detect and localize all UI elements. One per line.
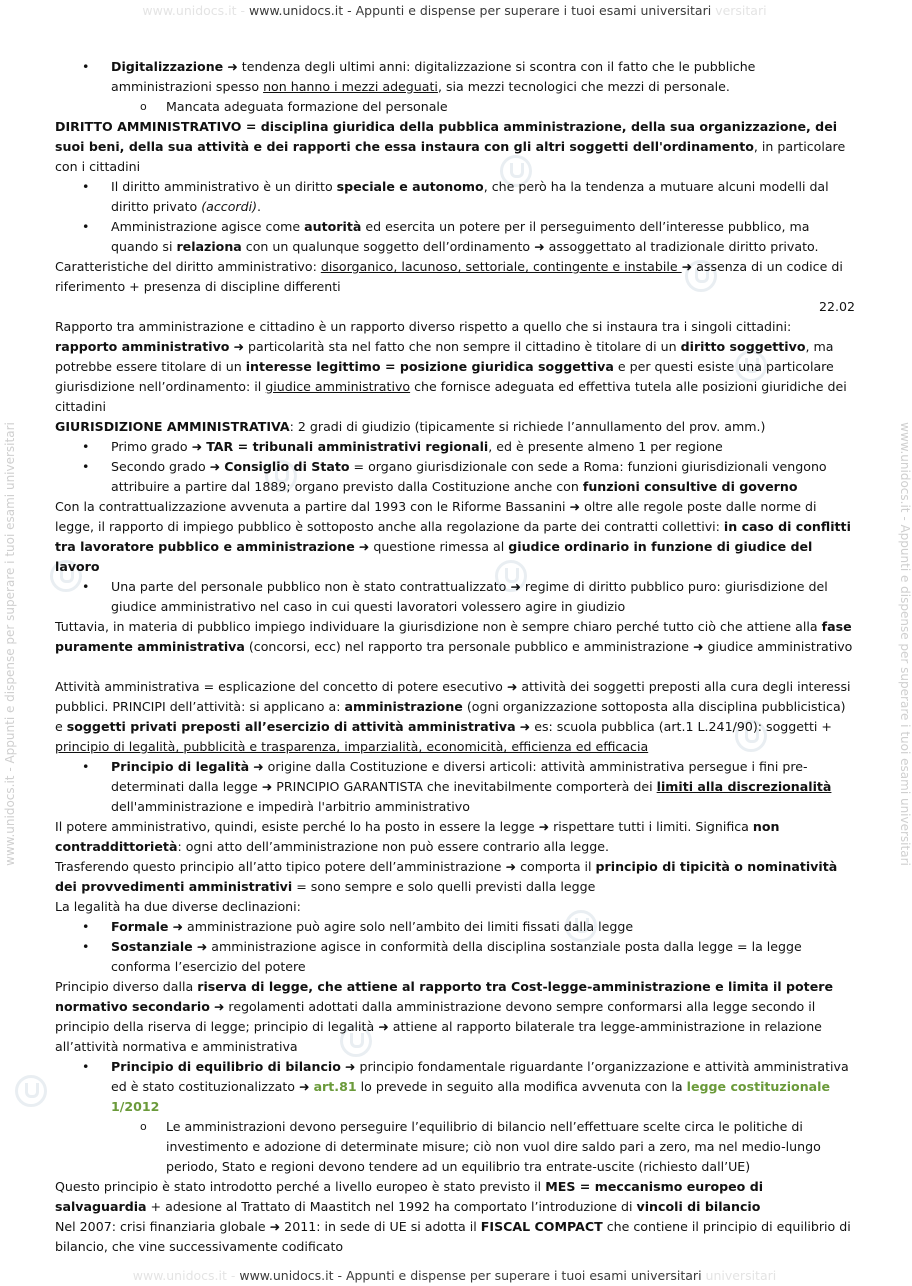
bullet-item: • Sostanziale ➜ amministrazione agisce in conformità della disciplina sostanziale posta dalla legge = la legge conforma l’esercizio del potere [55, 937, 855, 977]
bullet-item: • Formale ➜ amministrazione può agire solo nell’ambito dei limiti fissati dalla legge [55, 917, 855, 937]
footer-faint-left: www.unidocs.it - [132, 1268, 236, 1283]
footer-faint-right: universitari [705, 1268, 777, 1283]
paragraph: Il potere amministrativo, quindi, esiste perché lo ha posto in essere la legge ➜ rispettare tutti i limiti. Significa non contraddittorietà: ogni atto dell’amministrazione non può essere contrario alla legge. [55, 819, 780, 854]
paragraph: Questo principio è stato introdotto perché a livello europeo è stato previsto il MES = meccanismo europeo di salvaguardia + adesione al Trattato di Maastitch nel 1992 ha comportato l’introduzione di vincoli di bilancio [55, 1179, 764, 1214]
paragraph: Tuttavia, in materia di pubblico impiego individuare la giurisdizione non è sempre chiaro perché tutto ciò che attiene alla fase puramente amministrativa (concorsi, ecc) nel rapporto tra personale pubblico e amministrazione ➜ giudice amministrativo [55, 619, 853, 654]
bullet-item: • Secondo grado ➜ Consiglio di Stato = organo giurisdizionale con sede a Roma: funzioni giurisdizionali vengono attribuire a partire dal 1889; organo previsto dalla Costituzione anche con funzioni consultive di governo [55, 457, 855, 497]
header-faint-left: www.unidocs.it - [142, 3, 246, 18]
bullet-item: • Principio di equilibrio di bilancio ➜ principio fondamentale riguardante l’organizzazione e attività amministrativa ed è stato costituzionalizzato ➜ art.81 lo prevede in seguito alla modifica avvenuta con la legge costituzionale 1/2012 [55, 1057, 855, 1117]
paragraph: Rapporto tra amministrazione e cittadino è un rapporto diverso rispetto a quello che si instaura tra i singoli cittadini: rapporto amministrativo ➜ particolarità sta nel fatto che non sempre il cittadino è titolare di un diritto soggettivo, ma potrebbe essere titolare di un interesse legittimo = posizione giuridica soggettiva e per questi esiste una particolare giurisdizione nell’ordinamento: il giudice amministrativo che fornisce adeguata ed effettiva tutela alle posizioni giuridiche dei cittadini [55, 319, 847, 414]
bullet-item: • Primo grado ➜ TAR = tribunali amministrativi regionali, ed è presente almeno 1 per regione [55, 437, 855, 457]
paragraph: Con la contrattualizzazione avvenuta a partire dal 1993 con le Riforme Bassanini ➜ oltre alle regole poste dalle norme di legge, il rapporto di impiego pubblico è sottoposto anche alla regolazione da parte dei contratti collettivi: in caso di conflitti tra lavoratore pubblico e amministrazione ➜ questione rimessa al giudice ordinario in funzione di giudice del lavoro [55, 499, 851, 574]
sub-bullet-item: o Mancata adeguata formazione del personale [55, 97, 855, 117]
paragraph: Principio diverso dalla riserva di legge, che attiene al rapporto tra Cost-legge-amministrazione e limita il potere normativo secondario ➜ regolamenti adottati dalla amministrazione devono sempre conformarsi alla legge secondo il principio della riserva di legge; principio di legalità ➜ attiene al rapporto bilaterale tra legge-amministrazione in relazione all’attività normativa e amministrativa [55, 979, 833, 1054]
side-watermark-left: www.unidocs.it - Appunti e dispense per superare i tuoi esami universitari [3, 422, 17, 866]
paragraph: GIURISDIZIONE AMMINISTRATIVA: 2 gradi di giudizio (tipicamente si richiede l’annullamento del prov. amm.) [55, 419, 766, 434]
unidocs-logo-watermark [15, 1075, 47, 1107]
bullet-item: • Il diritto amministrativo è un diritto speciale e autonomo, che però ha la tendenza a mutuare alcuni modelli dal diritto privato (accordi). [55, 177, 855, 217]
bullet-item: • Digitalizzazione ➜ tendenza degli ultimi anni: digitalizzazione si scontra con il fatto che le pubbliche amministrazioni spesso non hanno i mezzi adeguati, sia mezzi tecnologici che mezzi di personale. [55, 57, 855, 97]
paragraph: La legalità ha due diverse declinazioni: [55, 899, 301, 914]
header-text: www.unidocs.it - Appunti e dispense per superare i tuoi esami universitari [249, 3, 712, 18]
date-label: 22.02 [818, 299, 855, 314]
paragraph: Caratteristiche del diritto amministrativo: disorganico, lacunoso, settoriale, contingente e instabile ➜ assenza di un codice di riferimento + presenza di discipline differenti [55, 259, 843, 294]
paragraph: DIRITTO AMMINISTRATIVO = disciplina giuridica della pubblica amministrazione, della sua organizzazione, dei suoi beni, della sua attività e dei rapporti che essa instaura con gli altri soggetti dell'ordinamento, in particolare con i cittadini [55, 119, 846, 174]
header-faint-right: versitari [715, 3, 767, 18]
document-body [55, 57, 855, 1257]
paragraph: Nel 2007: crisi finanziaria globale ➜ 2011: in sede di UE si adotta il FISCAL COMPACT che contiene il principio di equilibrio di bilancio, che vine successivamente codificato [55, 1219, 851, 1254]
page-header [0, 3, 909, 18]
paragraph: Trasferendo questo principio all’atto tipico potere dell’amministrazione ➜ comporta il principio di tipicità o nominatività dei provvedimenti amministrativi = sono sempre e solo quelli previsti dalla legge [55, 859, 838, 894]
bullet-item: • Principio di legalità ➜ origine dalla Costituzione e diversi articoli: attività amministrativa persegue i fini pre-determinati dalla legge ➜ PRINCIPIO GARANTISTA che inevitabilmente comporterà dei limiti alla discrezionalità dell'amministrazione e impedirà l'arbitrio amministrativo [55, 757, 855, 817]
side-watermark-right: www.unidocs.it - Appunti e dispense per superare i tuoi esami universitari [898, 422, 912, 866]
bullet-item: • Una parte del personale pubblico non è stato contrattualizzato ➜ regime di diritto pubblico puro: giurisdizione del giudice amministrativo nel caso in cui questi lavoratori volessero agire in giudizio [55, 577, 855, 617]
sub-bullet-item: o Le amministrazioni devono perseguire l’equilibrio di bilancio nell’effettuare scelte circa le politiche di investimento e adozione di determinate misure; ciò non vuol dire saldo pari a zero, ma nel medio-lungo periodo, Stato e regioni devono tendere ad un equilibrio tra entrate-uscite (richiesto dall’UE) [55, 1117, 855, 1177]
bullet-item: • Amministrazione agisce come autorità ed esercita un potere per il perseguimento dell’interesse pubblico, ma quando si relaziona con un qualunque soggetto dell’ordinamento ➜ assoggettato al tradizionale diritto privato. [55, 217, 855, 257]
paragraph: Attività amministrativa = esplicazione del concetto di potere esecutivo ➜ attività dei soggetti preposti alla cura degli interessi pubblici. PRINCIPI dell’attività: si applicano a: amministrazione (ogni organizzazione sottoposta alla disciplina pubblicistica) e soggetti privati preposti all’esercizio di attività amministrativa ➜ es: scuola pubblica (art.1 L.241/90): soggetti + principio di legalità, pubblicità e trasparenza, imparzialità, economicità, efficienza ed efficacia [55, 679, 851, 754]
page-footer [0, 1268, 909, 1283]
footer-text: www.unidocs.it - Appunti e dispense per superare i tuoi esami universitari [239, 1268, 702, 1283]
